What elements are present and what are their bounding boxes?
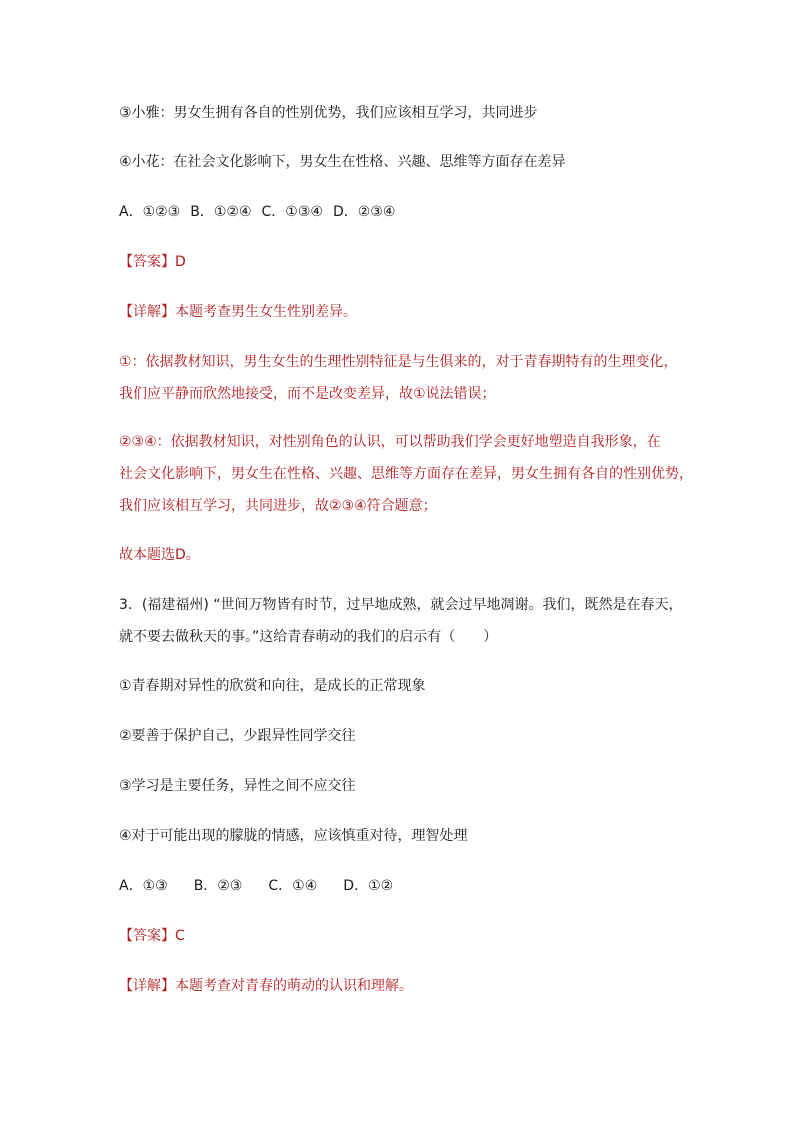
analysis-2-line-2: 社会文化影响下，男女生在性格、兴趣、思维等方面存在差异，男女生拥有各自的性别优势， bbox=[119, 466, 693, 482]
question-3-option-3: ③学习是主要任务，异性之间不应交往 bbox=[119, 778, 356, 794]
q3-choice-d: D．①② bbox=[343, 878, 394, 894]
answer-value: D bbox=[175, 254, 186, 270]
choice-b: B．①②④ bbox=[190, 204, 252, 220]
detail-line bbox=[119, 302, 357, 322]
q3-answer-value: C bbox=[175, 928, 185, 944]
detail-text: 本题考查男生女生性别差异。 bbox=[175, 304, 357, 320]
answer-tag: 【答案】 bbox=[119, 254, 175, 270]
question-3-choices-row bbox=[119, 876, 393, 896]
q3-answer-tag: 【答案】 bbox=[119, 928, 175, 944]
analysis-1-line-1: ①：依据教材知识，男生女生的生理性别特征是与生俱来的，对于青春期特有的生理变化， bbox=[119, 354, 678, 370]
detail-tag: 【详解】 bbox=[119, 304, 175, 320]
question-3-option-2: ②要善于保护自己，少跟异性同学交往 bbox=[119, 728, 356, 744]
conclusion: 故本题选D。 bbox=[119, 547, 200, 563]
q3-choice-a: A．①③ bbox=[119, 878, 168, 894]
choices-row bbox=[119, 202, 395, 222]
question-3-stem-line-1: 3．(福建福州) “世间万物皆有时节，过早地成熟，就会过早地凋谢。我们，既然是在春天， bbox=[119, 597, 683, 613]
q3-choice-b: B．②③ bbox=[193, 878, 243, 894]
question-3-option-4: ④对于可能出现的朦胧的情感，应该慎重对待，理智处理 bbox=[119, 828, 468, 844]
q3-detail-text: 本题考查对青春的萌动的认识和理解。 bbox=[175, 978, 413, 994]
q3-choice-c: C．①④ bbox=[268, 878, 318, 894]
question-3-stem-line-2: 就不要去做秋天的事。”这给青春萌动的我们的启示有（ ） bbox=[119, 629, 498, 645]
answer-line bbox=[119, 252, 186, 272]
question-3-answer-line bbox=[119, 926, 185, 946]
question-3-option-1: ①青春期对异性的欣赏和向往，是成长的正常现象 bbox=[119, 678, 426, 694]
option-3: ③小雅：男女生拥有各自的性别优势，我们应该相互学习，共同进步 bbox=[119, 105, 538, 121]
q3-detail-tag: 【详解】 bbox=[119, 978, 175, 994]
analysis-1-line-2: 我们应平静而欣然地接受，而不是改变差异，故①说法错误； bbox=[119, 386, 496, 402]
analysis-2-line-3: 我们应该相互学习，共同进步，故②③④符合题意； bbox=[119, 498, 437, 514]
choice-c: C．①③④ bbox=[261, 204, 323, 220]
question-3-detail-line bbox=[119, 976, 413, 996]
analysis-2-line-1: ②③④：依据教材知识，对性别角色的认识，可以帮助我们学会更好地塑造自我形象，在 bbox=[119, 434, 661, 450]
choice-d: D．②③④ bbox=[332, 204, 396, 220]
option-4: ④小花：在社会文化影响下，男女生在性格、兴趣、思维等方面存在差异 bbox=[119, 154, 566, 170]
choice-a: A．①②③ bbox=[119, 204, 181, 220]
